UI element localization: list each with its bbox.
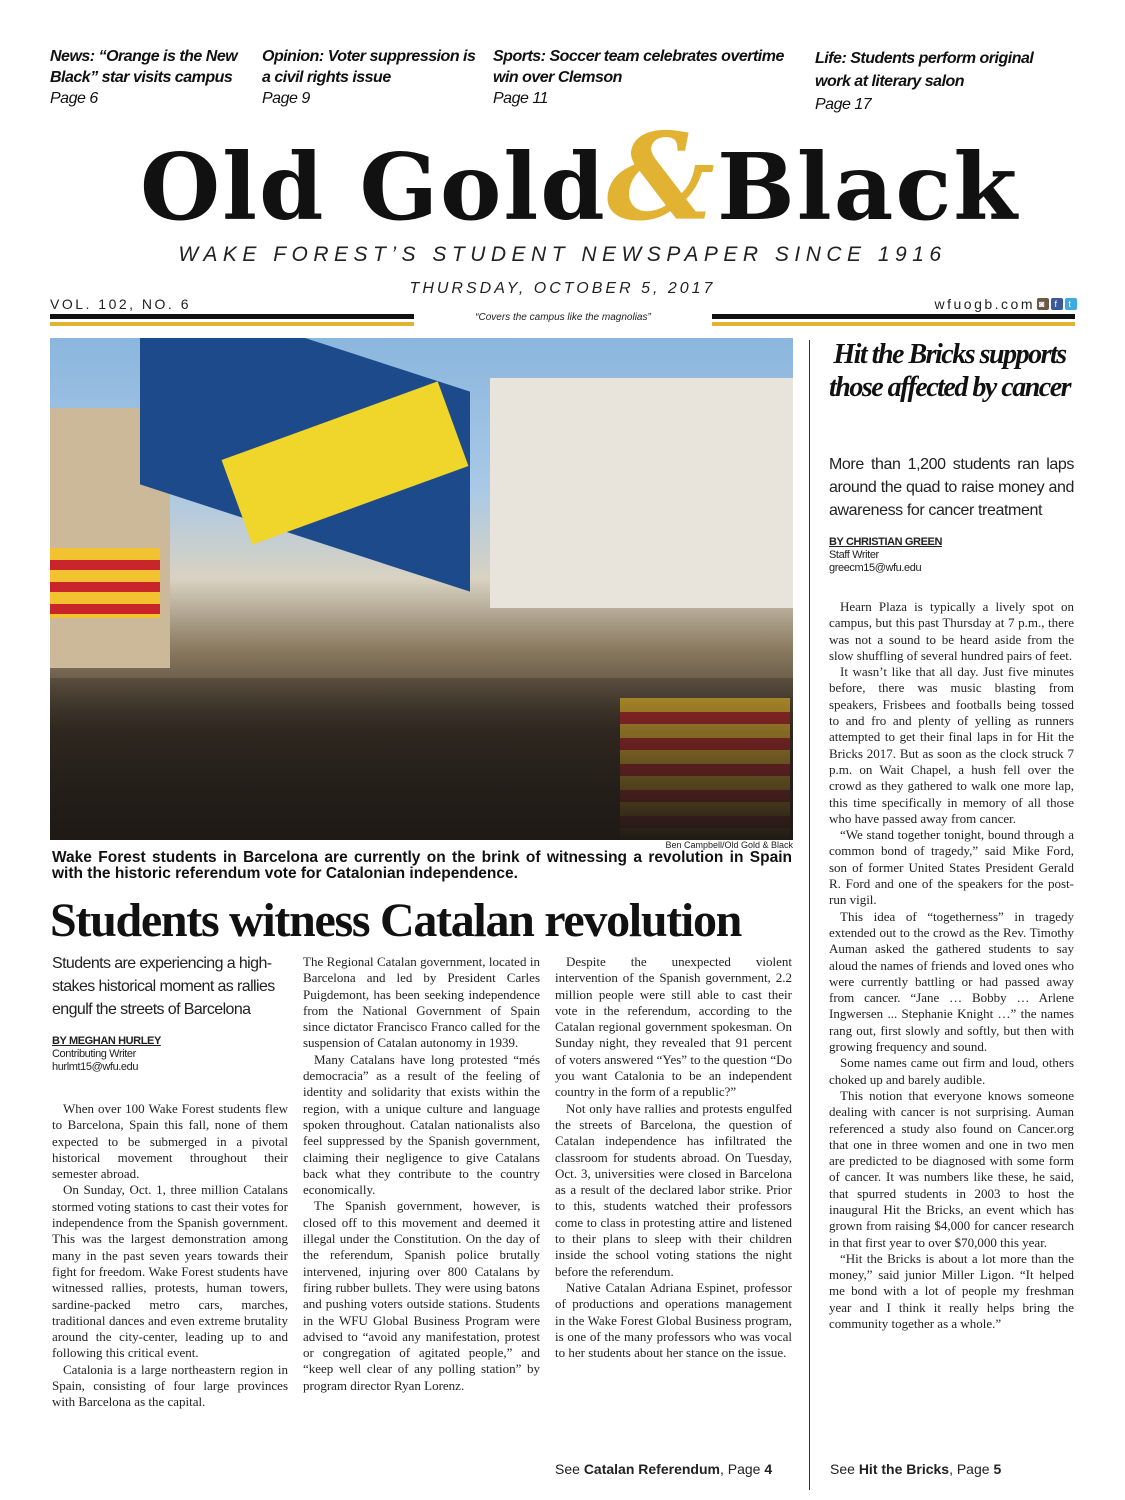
teaser-section: Life: [815,50,847,67]
website-text: wfuogb.com [934,296,1035,312]
teaser-opinion[interactable] [262,46,487,109]
jump-link-catalan[interactable]: See Catalan Referendum, Page 4 [555,1461,773,1477]
masthead-logo: Old Gold&Black [140,107,1020,248]
twitter-icon[interactable]: t [1065,298,1077,310]
sidebar-headline[interactable]: Hit the Bricks supports those affected by cancer [828,339,1071,403]
issue-date: THURSDAY, OCTOBER 5, 2017 [409,280,716,297]
main-headline[interactable]: Students witness Catalan revolution [50,894,742,947]
sidebar-byline [829,536,942,575]
main-photo-barcelona-rally [50,338,793,840]
crowd [50,678,793,840]
sidebar-deck: More than 1,200 students ran laps around the quad to raise money and awareness for cancer treatment [829,456,1074,519]
author-role: Contributing Writer [52,1048,136,1060]
teaser-life[interactable] [815,47,1065,116]
author-name: BY MEGHAN HURLEY [52,1035,161,1047]
estelada-flag-left [50,548,160,618]
main-deck: Students are experiencing a high-stakes historical moment as rallies engulf the streets of Barcelona [52,955,275,1018]
rule-left [50,314,414,326]
teaser-title: “Orange is the New Black” star visits campus [50,48,238,86]
main-column-1: When over 100 Wake Forest students flew to Barcelona, Spain this fall, none of them expected to be submerged in a pivotal historical movement throughout their semester abroad. On Sunday, Oct. 1, three million Catalans stormed voting stations to cast their votes for independence from the Spanish government. This was the largest demonstration among many in the past seven years towards their fight for freedom. Wake Forest students have witnessed rallies, protests, human towers, sardine-packed metro cars, marches, traditional dances and even extreme brutality around the city-center, leading up to and following this critical event. Catalonia is a large northeastern region in Spain, consisting of four large provinces with Barcelona as the capital. [52,1101,288,1410]
teaser-section: Sports: [493,48,546,65]
teaser-section: Opinion: [262,48,324,65]
jump-link-hit-the-bricks[interactable]: See Hit the Bricks, Page 5 [830,1461,1002,1477]
volume-number: VOL. 102, NO. 6 [50,296,191,312]
main-column-3: Despite the unexpected violent intervention of the Spanish government, 2.2 million people were still able to cast their vote in the referendum, according to the Catalan regional government spokesman. On Sunday night, they revealed that 91 percent of voters answered “Yes” to the question “Do you want Catalonia to be an independent country in the form of a republic?” Not only have rallies and protests engulfed the streets of Barcelona, the question of Catalan independence has infiltrated the classroom for students abroad. On Tuesday, Oct. 3, universities were closed in Barcelona as a result of the declared labor strike. Prior to this, students watched their professors come to class in protesting attire and listened to their plans to sleep with their children inside the school voting stations the night before the referendum. Native Catalan Adriana Espinet, professor of productions and operations management in the Wake Forest Global Business program, is one of the many professors who was vocal to her students about her stance on the issue. [555,954,792,1361]
instagram-icon[interactable]: ◙ [1037,298,1049,310]
teaser-page: Page 9 [262,90,310,107]
author-role: Staff Writer [829,549,879,561]
rule-right [712,314,1075,326]
teaser-news[interactable] [50,46,255,109]
teaser-sports[interactable] [493,46,808,109]
website-link[interactable] [935,296,1077,312]
teaser-page: Page 11 [493,90,548,107]
photo-credit: Ben Campbell/Old Gold & Black [665,840,793,850]
photo-caption: Wake Forest students in Barcelona are currently on the brink of witnessing a revolution in Spain with the historic referendum vote for Catalonian independence. [52,849,792,882]
teaser-section: News: [50,48,95,65]
author-email[interactable]: greecm15@wfu.edu [829,562,922,574]
masthead-tagline: WAKE FOREST’S STUDENT NEWSPAPER SINCE 1916 [178,243,947,266]
motto: “Covers the campus like the magnolias” [475,312,651,323]
building-right [490,378,793,608]
teaser-page: Page 6 [50,90,98,107]
sidebar-body: Hearn Plaza is typically a lively spot on campus, but this past Thursday at 7 p.m., there was not a sound to be heard aside from the slow shuffling of several hundred pairs of feet. It wasn’t like that all day. Just five minutes before, there was music blasting from speakers, Frisbees and footballs being tossed to and fro and plenty of yelling as runners attempted to get their final laps in for Hit the Bricks 2017. But as soon as the clock struck 7 p.m. on Wait Chapel, a hush fell over the crowd as they gathered to walk one more lap, this time specifically in memory of all those who have passed away from cancer. “We stand together tonight, bound through a common bond of tragedy,” said Mike Ford, son of former United States President Gerald R. Ford and one of the speakers for the post-run vigil. This idea of “togetherness” in tragedy extended out to the crowd as the Rev. Timothy Auman asked the gathered students to say aloud the names of friends and loved ones who were currently battling or had passed away from cancer. “Jane … Bobby … Arlene Ingwersen ... Stephanie Knight …” the names rang out, first slowly and softly, but then with growing frequency and sound. Some names came out firm and loud, others choked up and barely audible. This notion that everyone knows someone dealing with cancer is not surprising. Auman referenced a study also found on Cancer.org that one in three women and one in two men are predicted to be diagnosed with some form of cancer. It was numbers like these, he said, that spurred students in 2003 to host the inaugural Hit the Bricks, an event which has grown from raising $4,000 for cancer research in that first year to over $70,000 this year. “Hit the Bricks is about a lot more than the money,” said junior Miller Ligon. “It helped me bond with a lot of people my freshman year and I think it really helps bring the community together as a whole.” [829,599,1074,1332]
main-byline [52,1035,161,1074]
author-email[interactable]: hurlmt15@wfu.edu [52,1061,139,1073]
column-divider [809,340,810,1490]
author-name: BY CHRISTIAN GREEN [829,536,942,548]
teaser-title: Soccer team celebrates overtime win over Clemson [493,48,784,86]
teaser-title: Voter suppression is a civil rights issue [262,48,476,86]
teaser-title: Students perform original work at literary salon [815,50,1034,90]
facebook-icon[interactable]: f [1051,298,1063,310]
teaser-page: Page 17 [815,96,872,113]
main-column-2: The Regional Catalan government, located in Barcelona and led by President Carles Puigdemont, has been seeking independence from the National Government of Spain since dictator Francisco Franco called for the suspension of Catalan autonomy in 1939. Many Catalans have long protested “més democracia” as a result of the feeling of identity and solidarity that exists within the region, with a unique culture and language spoken throughout. Catalan nationalists also feel suppressed by the Spanish government, claiming their negligence to give Catalans back what they contribute to the country economically. The Spanish government, however, is closed off to this movement and deemed it illegal under the Constitution. On the day of the referendum, Spanish police brutally intervened, injuring over 800 Catalans by firing rubber bullets. They were using batons and pushing voters outside stations. Students in the WFU Global Business Program were advised to “avoid any manifestation, protest or congregation of agitated people,” and “keep well clear of any polling station” by program director Ryan Lorenz. [303,954,540,1393]
